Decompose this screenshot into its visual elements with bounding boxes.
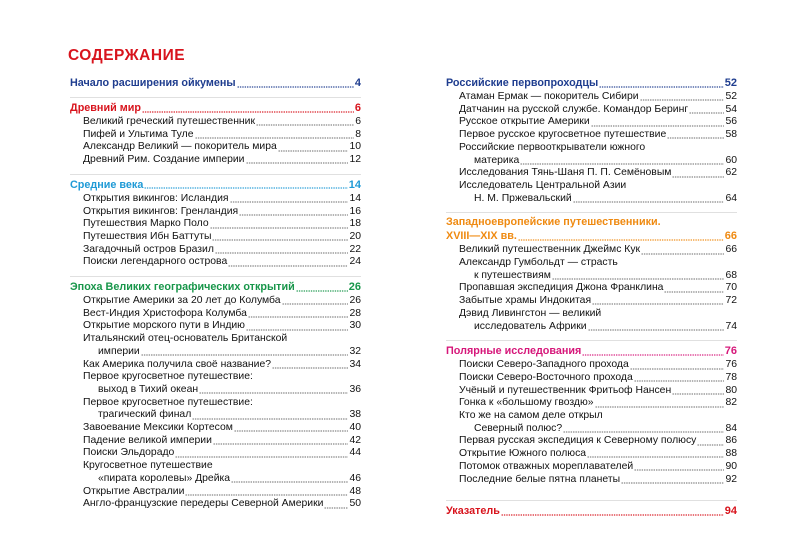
toc-entry[interactable]: Северный полюс? 84 [474,422,737,434]
toc-entry[interactable]: Учёный и путешественник Фритьоф Нансен 80 [459,384,737,396]
toc-entry[interactable]: Открытие Южного полюса 88 [459,448,737,460]
section-oikumene [70,76,361,90]
toc-entry[interactable]: Открытия викингов: Исландия 14 [83,192,361,204]
section-title: XVIII—XIX вв. [446,230,517,243]
page-number: 66 [724,230,737,243]
toc-entry[interactable]: Открытия викингов: Гренландия 16 [83,205,361,217]
toc-entry[interactable]: Великий путешественник Джеймс Кук 66 [459,244,737,256]
page-number: 14 [348,178,361,191]
toc-entry[interactable]: Открытие Австралии 48 [83,485,361,497]
toc-entry[interactable]: исследователь Африки 74 [474,320,737,332]
toc-entry[interactable]: Забытые храмы Индокитая 72 [459,295,737,307]
contents-right-column [446,76,737,519]
toc-entry[interactable]: Загадочный остров Бразил 22 [83,243,361,255]
section-heading[interactable] [70,76,361,90]
page-number: 26 [348,281,361,294]
toc-entry[interactable]: империи 32 [98,345,361,357]
page-number: 94 [724,505,737,518]
section-heading[interactable] [446,229,737,243]
toc-entry[interactable]: трагический финал 38 [98,409,361,421]
section-great-discoveries [70,276,361,511]
toc-entry[interactable]: Гонка к «большому гвоздю» 82 [459,397,737,409]
contents-title: СОДЕРЖАНИЕ [68,47,186,64]
toc-entry-line[interactable]: Итальянский отец-основатель Британской [83,333,288,345]
section-heading[interactable] [70,178,361,192]
toc-entry[interactable]: Путешествия Марко Поло 18 [83,218,361,230]
toc-entry-line[interactable]: Кто же на самом деле открыл [459,410,603,422]
toc-entry[interactable]: Первое русское кругосветное путешествие 58 [459,129,737,141]
section-title: Российские первопроходцы [446,77,599,89]
toc-entry[interactable]: выход в Тихий океан 36 [98,383,361,395]
toc-entry-line[interactable]: Первое кругосветное путешествие: [83,396,253,408]
toc-entry-line[interactable]: Первое кругосветное путешествие: [83,371,253,383]
section-russian-explorers [446,76,737,205]
section-heading[interactable] [446,344,737,358]
section-title: Средние века [70,178,144,191]
toc-entry-line[interactable]: Российские первооткрыватели южного [459,141,646,153]
section-heading[interactable] [446,504,737,518]
section-ancient-world [70,97,361,167]
toc-entry[interactable]: Исследования Тянь-Шаня П. П. Семёновым 62 [459,167,737,179]
toc-entry[interactable]: Атаман Ермак — покоритель Сибири 52 [459,91,737,102]
toc-entry[interactable]: Поиски легендарного острова 24 [83,256,361,268]
page-number: 76 [724,345,737,358]
toc-entry[interactable]: Падение великой империи 42 [83,434,361,446]
toc-entry[interactable]: Завоевание Мексики Кортесом 40 [83,422,361,434]
section-title: Указатель [446,505,500,518]
section-polar-research [446,340,737,486]
section-heading[interactable] [70,101,361,115]
toc-entry[interactable]: Последние белые пятна планеты 92 [459,473,737,485]
toc-entry[interactable]: Англо-французские передеры Северной Америки 50 [83,498,361,510]
toc-entry[interactable]: Открытие Америки за 20 лет до Колумба 26 [83,295,361,307]
toc-entry[interactable]: к путешествиям 68 [474,269,737,281]
toc-entry[interactable]: материка 60 [474,154,737,166]
toc-entry[interactable]: Великий греческий путешественник 6 [83,116,361,127]
page-number: 52 [724,77,737,89]
toc-entry[interactable]: Поиски Северо-Западного прохода 76 [459,359,737,371]
section-index [446,500,737,518]
toc-entry[interactable]: «пирата королевы» Дрейка 46 [98,472,361,484]
toc-entry[interactable]: Датчанин на русской службе. Командор Беринг 54 [459,103,737,115]
section-west-european-travelers [446,212,737,333]
toc-entry[interactable]: Путешествия Ибн Баттуты 20 [83,230,361,242]
toc-entry[interactable]: Вест-Индия Христофора Колумба 28 [83,307,361,319]
toc-entry-line[interactable]: Исследователь Центральной Азии [459,179,627,191]
toc-entry-line[interactable]: Дэвид Ливингстон — великий [459,307,602,319]
toc-entry[interactable]: Поиски Северо-Восточного прохода 78 [459,371,737,383]
section-title: Древний мир [70,102,141,114]
toc-entry[interactable]: Первая русская экспедиция к Северному полюсу 86 [459,435,737,447]
toc-entry[interactable]: Потомок отважных мореплавателей 90 [459,460,737,472]
section-middle-ages [70,174,361,269]
section-title: Начало расширения ойкумены [70,77,236,89]
toc-entry[interactable]: Как Америка получила своё название? 34 [83,358,361,370]
toc-entry[interactable]: Пифей и Ультима Туле 8 [83,128,361,140]
page-number: 4 [354,77,361,89]
toc-entry[interactable]: Александр Великий — покоритель мира 10 [83,141,361,153]
toc-entry[interactable]: Пропавшая экспедиция Джона Франклина 70 [459,282,737,294]
toc-entry[interactable]: Н. М. Пржевальский 64 [474,192,737,204]
toc-entry-line[interactable]: Кругосветное путешествие [83,460,213,472]
toc-entry[interactable]: Поиски Эльдорадо 44 [83,447,361,459]
section-title-line1[interactable]: Западноевропейские путешественники. [446,216,661,229]
toc-entry[interactable]: Древний Рим. Создание империи 12 [83,154,361,166]
toc-entry[interactable]: Открытие морского пути в Индию 30 [83,320,361,332]
toc-entry[interactable]: Русское открытие Америки 56 [459,116,737,128]
section-heading[interactable] [446,76,737,90]
section-title: Эпоха Великих географических открытий [70,281,295,294]
section-title: Полярные исследования [446,345,582,358]
page-number: 6 [354,102,361,114]
toc-entry-line[interactable]: Александр Гумбольдт — страсть [459,257,618,269]
contents-left-column [70,76,361,511]
section-heading[interactable] [70,280,361,294]
